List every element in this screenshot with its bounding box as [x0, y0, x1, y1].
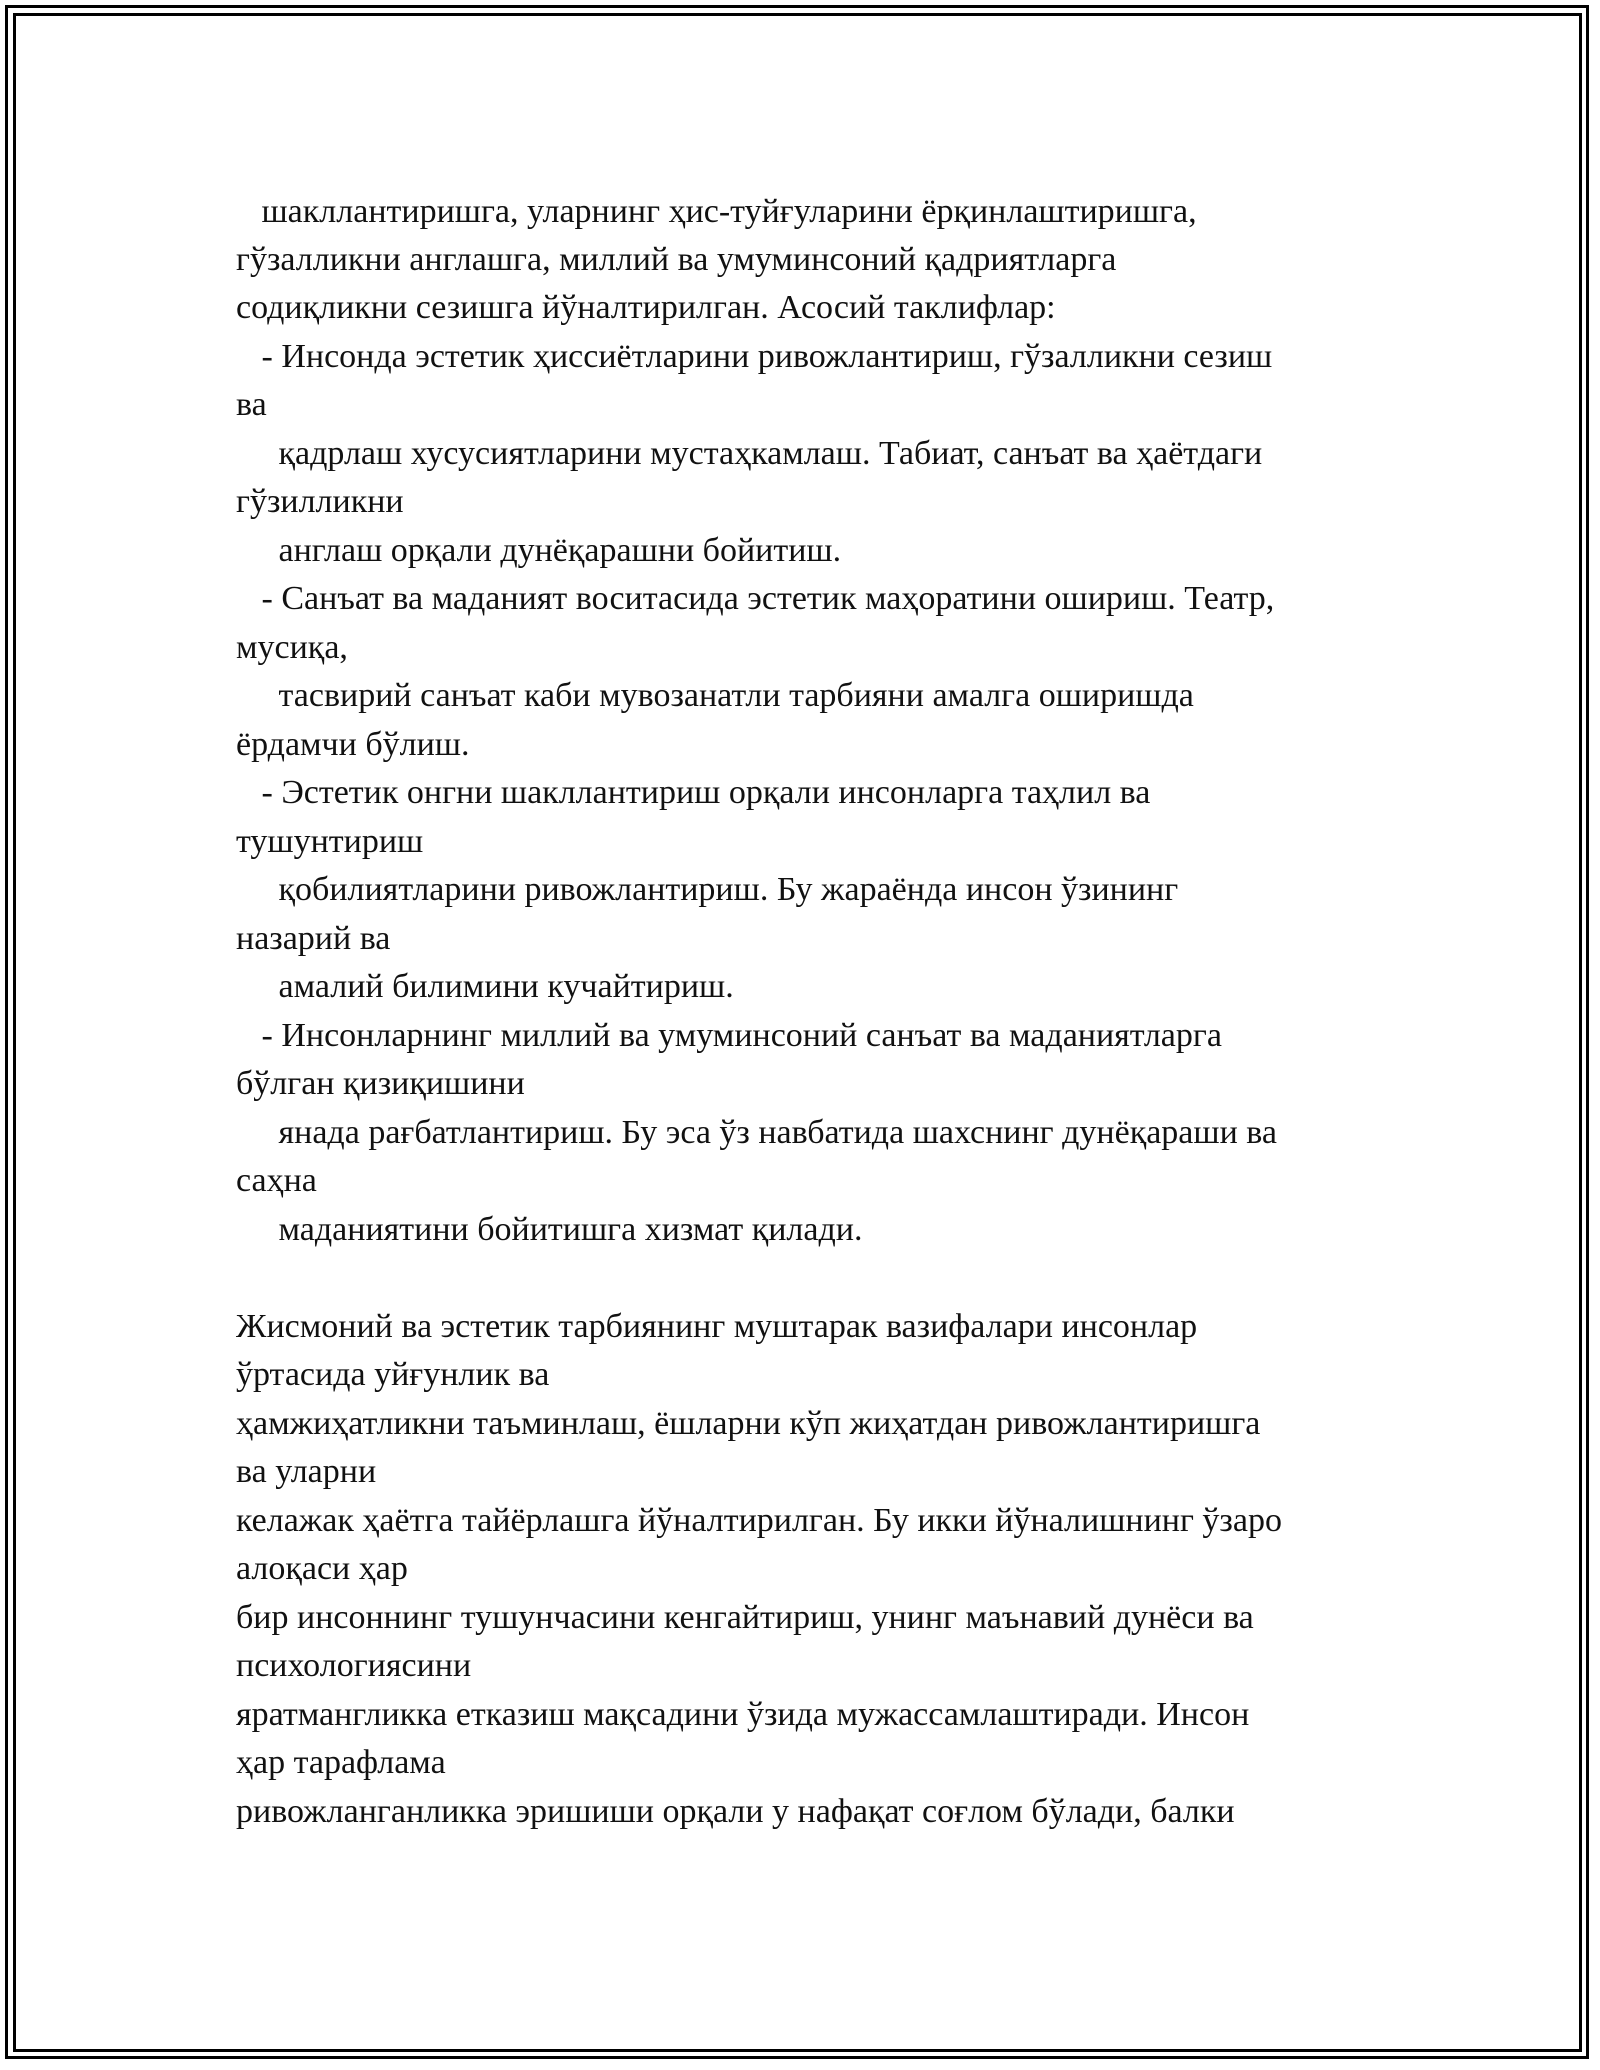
- text-line: тушунтириш: [236, 823, 424, 860]
- text-line: назарий ва: [236, 920, 391, 957]
- text-line: бир инсоннинг тушунчасини кенгайтириш, унинг маънавий дунёси ва: [236, 1599, 1254, 1636]
- text-line: психологиясини: [236, 1647, 472, 1684]
- text-line: - Инсонларнинг миллий ва умуминсоний санъат ва маданиятларга: [236, 1017, 1222, 1054]
- text-line: ва уларни: [236, 1453, 377, 1490]
- text-line: бўлган қизиқишини: [236, 1065, 525, 1102]
- text-line: яратмангликка етказиш мақсадини ўзида мужассамлаштиради. Инсон: [236, 1696, 1250, 1733]
- text-line: маданиятини бойитишга хизмат қилади.: [236, 1211, 863, 1248]
- text-line: ўртасида уйғунлик ва: [236, 1356, 550, 1393]
- text-line: содиқликни сезишга йўналтирилган. Асосий таклифлар:: [236, 289, 1056, 326]
- text-line: ва: [236, 386, 267, 423]
- text-line: келажак ҳаётга тайёрлашга йўналтирилган. Бу икки йўналишнинг ўзаро: [236, 1502, 1282, 1539]
- text-line: ривожланганликка эришиши орқали у нафақат соғлом бўлади, балки: [236, 1793, 1235, 1830]
- text-line: - Санъат ва маданият воситасида эстетик маҳоратини ошириш. Театр,: [236, 580, 1275, 617]
- text-line: Жисмоний ва эстетик тарбиянинг муштарак вазифалари инсонлар: [236, 1308, 1198, 1345]
- text-line: тасвирий санъат каби мувозанатли тарбияни амалга оширишда: [236, 677, 1194, 714]
- text-line: мусиқа,: [236, 629, 348, 666]
- text-line: шакллантиришга, уларнинг ҳис-туйғуларини ёрқинлаштиришга,: [236, 193, 1197, 230]
- text-line: ёрдамчи бўлиш.: [236, 726, 470, 763]
- text-line: ҳар тарафлама: [236, 1744, 446, 1781]
- text-line: янада рағбатлантириш. Бу эса ўз навбатида шахснинг дунёқараши ва: [236, 1114, 1277, 1151]
- text-line: алоқаси ҳар: [236, 1550, 408, 1587]
- text-line: - Инсонда эстетик ҳиссиётларини ривожлантириш, гўзалликни сезиш: [236, 338, 1273, 375]
- text-line: амалий билимини кучайтириш.: [236, 968, 734, 1005]
- text-line: қобилиятларини ривожлантириш. Бу жараёнда инсон ўзининг: [236, 871, 1179, 908]
- text-line: англаш орқали дунёқарашни бойитиш.: [236, 532, 842, 569]
- text-line: гўзилликни: [236, 483, 404, 520]
- text-line: ҳамжиҳатликни таъминлаш, ёшларни кўп жиҳатдан ривожлантиришга: [236, 1405, 1261, 1442]
- text-line: гўзалликни англашга, миллий ва умуминсоний қадриятларга: [236, 241, 1117, 278]
- text-line: - Эстетик онгни шакллантириш орқали инсонларга таҳлил ва: [236, 774, 1151, 811]
- text-line: қадрлаш хусусиятларини мустаҳкамлаш. Табиат, санъат ва ҳаётдаги: [236, 435, 1263, 472]
- text-line: саҳна: [236, 1162, 317, 1199]
